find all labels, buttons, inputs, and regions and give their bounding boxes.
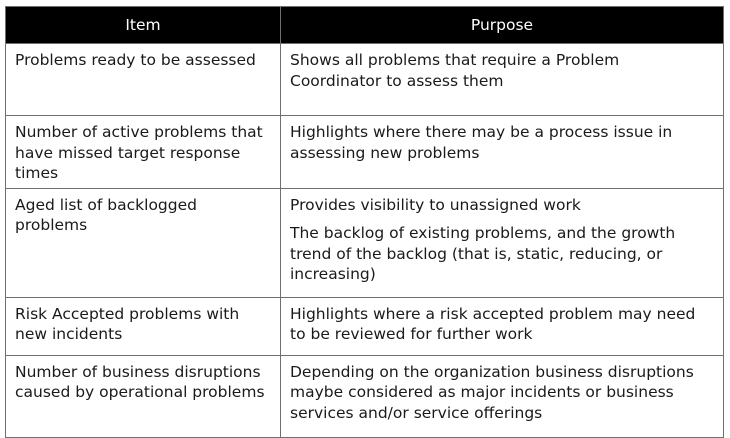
purpose-text: Depending on the organization business disruptions maybe considered as major incidents or business services and/or service offerings [290,362,694,422]
metrics-table [5,6,724,438]
item-cell [6,44,281,116]
purpose-cell [281,297,724,355]
header-purpose: Purpose [281,7,724,44]
purpose-cell [281,188,724,297]
item-text: Problems ready to be assessed [15,51,256,69]
purpose-text: The backlog of existing problems, and the growth trend of the backlog (that is, static, reducing, or increasing) [290,224,676,283]
item-cell [6,355,281,437]
table-row [6,188,724,297]
table-header-row [6,7,724,44]
purpose-text: Highlights where a risk accepted problem may need to be reviewed for further work [290,304,696,343]
table-row [6,355,724,437]
item-text: Aged list of backlogged problems [15,195,197,234]
purpose-text: Highlights where there may be a process issue in assessing new problems [290,123,673,162]
purpose-text: Provides visibility to unassigned work [290,195,581,214]
item-cell [6,188,281,297]
table-row [6,297,724,355]
item-text: Risk Accepted problems with new incidents [15,304,240,343]
header-item: Item [6,7,281,44]
metrics-table-container [5,6,723,438]
purpose-cell [281,355,724,437]
purpose-cell [281,44,724,116]
item-text: Number of business disruptions caused by operational problems [15,362,265,401]
purpose-text: Shows all problems that require a Problem Coordinator to assess them [290,51,620,90]
purpose-cell [281,116,724,189]
item-text: Number of active problems that have missed target response times [15,123,263,182]
item-cell [6,116,281,189]
table-row [6,44,724,116]
item-cell [6,297,281,355]
table-row [6,116,724,189]
